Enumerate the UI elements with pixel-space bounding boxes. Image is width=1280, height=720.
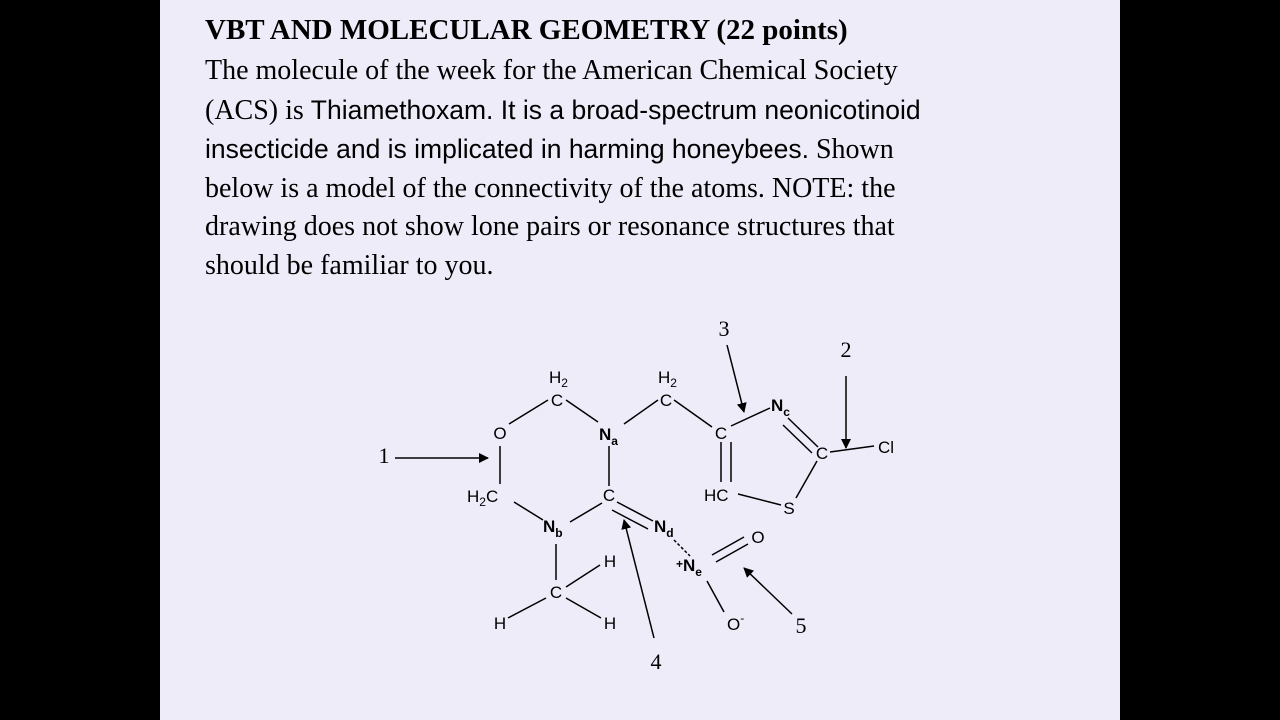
bond-ch2-c <box>674 400 712 427</box>
molecule-diagram <box>160 0 1120 720</box>
atom-h-2: H <box>493 614 507 633</box>
bond-c-nd-2 <box>612 510 648 529</box>
bond-c-h2 <box>508 598 546 618</box>
atom-h-1: H <box>603 552 617 571</box>
atom-o-ring: O <box>493 424 507 443</box>
arrow-4 <box>624 520 654 638</box>
atom-cl: Cl <box>878 438 895 457</box>
slide-title: VBT AND MOLECULAR GEOMETRY (22 points) <box>205 14 848 46</box>
para-line-2a: (ACS) is <box>205 94 311 126</box>
bond-ch2-na <box>566 400 598 422</box>
label-3: 3 <box>718 316 730 341</box>
atom-nc: $N_c$ <box>771 396 790 419</box>
bond-ne-o-minus <box>707 581 724 612</box>
atom-na: $N_a$ <box>599 425 618 448</box>
atom-nb: $N_b$ <box>543 517 563 540</box>
label-1: 1 <box>378 443 390 468</box>
atom-h-3: H <box>603 614 617 633</box>
atom-h2-link: $H_2$ <box>658 368 677 390</box>
atom-o-top: O <box>751 528 765 547</box>
atom-c-methyl: C <box>549 583 563 602</box>
atom-ch2-link: C <box>659 391 673 410</box>
arrow-3 <box>727 345 744 412</box>
pointer-arrows <box>395 345 846 638</box>
para-line-3a: insecticide and is implicated in harming honeybees. <box>205 134 809 164</box>
atom-c-thiazole: C <box>714 424 728 443</box>
arrow-5 <box>744 568 792 614</box>
bond-c-cl <box>830 446 874 452</box>
atom-labels <box>467 368 894 634</box>
atom-nd: $N_d$ <box>654 517 674 540</box>
para-line-3b: Shown <box>808 134 894 165</box>
para-line-5: drawing does not show lone pairs or resonance structures that <box>205 211 895 242</box>
bond-na-ch2 <box>624 400 658 424</box>
para-line-4: below is a model of the connectivity of the atoms. NOTE: the <box>205 172 896 204</box>
para-line-6: should be familiar to you. <box>205 249 494 281</box>
bond-nc-c-2 <box>783 425 812 453</box>
bond-c-nc <box>731 408 770 426</box>
bond-h2c-nb <box>514 502 543 520</box>
atom-ne: $+N_e$ <box>676 556 702 579</box>
bond-nd-ne <box>674 540 690 556</box>
bond-c-s <box>796 461 817 498</box>
atom-s: S <box>783 499 795 518</box>
bond-c-nd-1 <box>617 502 653 521</box>
label-2: 2 <box>840 337 852 362</box>
slide <box>160 0 1120 720</box>
bond-o-ch2 <box>509 400 548 424</box>
bond-c-h3 <box>566 598 601 618</box>
atom-hc: HC <box>704 486 729 505</box>
atom-c-mid: C <box>602 486 616 505</box>
para-line-2b: Thiamethoxam. It is a broad-spectrum neonicotinoid <box>310 94 921 125</box>
label-5: 5 <box>795 613 807 638</box>
bond-ne-o-2 <box>716 544 748 562</box>
atom-h2c: $H_2C$ <box>467 487 499 509</box>
bond-c-nb <box>570 503 602 522</box>
bond-nc-c-1 <box>788 418 818 447</box>
label-4: 4 <box>650 649 662 674</box>
bond-s-hc <box>738 494 781 505</box>
atom-ch2-top: C <box>550 391 564 410</box>
atom-o-bottom: O- <box>727 611 745 634</box>
para-line-1: The molecule of the week for the American Chemical Society <box>205 55 898 86</box>
bond-ne-o-1 <box>712 537 744 555</box>
bond-c-h1 <box>566 565 600 587</box>
atom-h2-top: $H_2$ <box>549 368 568 390</box>
atom-c-cl: C <box>815 444 829 463</box>
